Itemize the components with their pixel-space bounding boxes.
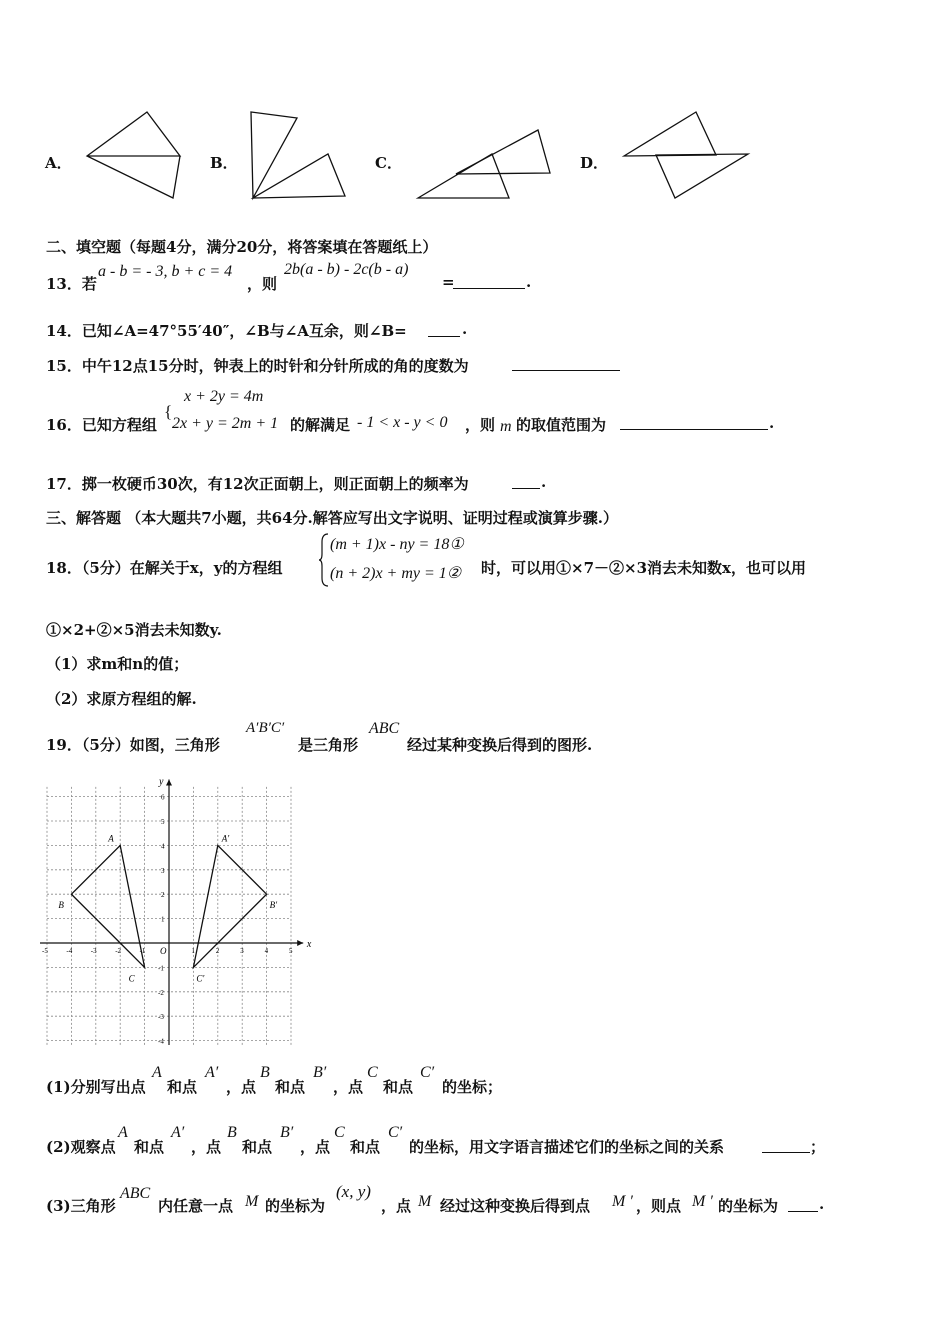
q19-p2-and2: 和点 xyxy=(242,1138,273,1156)
q13-equals: = xyxy=(442,273,455,291)
q19-p2-B-prime: B′ xyxy=(280,1124,294,1141)
q18-number: 18．（5分）在解关于x，y的方程组 xyxy=(46,559,283,577)
q16-inequality: - 1 < x - y < 0 xyxy=(357,414,448,431)
option-d-figure xyxy=(620,106,755,202)
q19-p1-C: C xyxy=(367,1064,378,1081)
q19-p1-c1: ，点 xyxy=(226,1078,257,1096)
q19-number: 19．（5分）如图，三角形 xyxy=(46,736,220,754)
y-tick-label: -4 xyxy=(158,1037,164,1045)
q16-variable: m xyxy=(500,418,512,435)
y-tick-label: -2 xyxy=(158,988,164,997)
q19-triangle: ABC xyxy=(369,720,400,737)
q19-p3-answer-blank[interactable] xyxy=(788,1197,818,1212)
q19-p2-C-prime: C′ xyxy=(388,1124,403,1141)
q19-p1-A-prime: A′ xyxy=(205,1064,219,1081)
q19-p1-C-prime: C′ xyxy=(420,1064,435,1081)
q19-p2-A: A xyxy=(118,1124,128,1141)
q13-answer-blank[interactable] xyxy=(453,274,525,289)
q18-sub1: （1）求m和n的值； xyxy=(46,655,189,673)
origin-label: O xyxy=(160,946,167,956)
q18-line2: ①×2+②×5消去未知数y. xyxy=(46,621,222,639)
q18-tail: 时，可以用①×7－②×3消去未知数x，也可以用 xyxy=(481,559,806,577)
q19-p2-B: B xyxy=(227,1124,237,1141)
y-tick-label: -1 xyxy=(158,964,164,973)
q14-text: 14．已知∠A=47°55′40″，∠B与∠A互余，则∠B= xyxy=(46,322,407,340)
section2-heading: 二、填空题（每题4分，满分20分，将答案填在答题纸上） xyxy=(46,238,438,256)
q19-p3-tail: 的坐标为 xyxy=(718,1197,779,1215)
y-tick-label: 5 xyxy=(161,818,165,826)
q16-brace: { xyxy=(164,402,173,421)
q19-p1-c2: ，点 xyxy=(333,1078,364,1096)
q19-p2-and1: 和点 xyxy=(134,1138,165,1156)
y-axis-label: y xyxy=(159,776,164,788)
q19-p1-A: A xyxy=(152,1064,162,1081)
x-tick-label: -5 xyxy=(42,947,48,955)
q19-triangle-prime: A′B′C′ xyxy=(246,720,285,736)
q19-p3-mid2: 的坐标为 xyxy=(265,1197,326,1215)
q19-p3-M-prime: M ′ xyxy=(612,1193,633,1210)
q19-p1-and3: 和点 xyxy=(383,1078,414,1096)
option-b-label: B． xyxy=(210,154,238,172)
q16-end: . xyxy=(769,414,775,432)
q19-p1-tail: 的坐标； xyxy=(442,1078,503,1096)
point-label-C: C xyxy=(128,973,135,984)
q19-p1-B-prime: B′ xyxy=(313,1064,327,1081)
q19-p3-mid1: 内任意一点 xyxy=(158,1197,234,1215)
q14-answer-blank[interactable] xyxy=(428,322,460,337)
q19-p2-tail: 的坐标，用文字语言描述它们的坐标之间的关系 xyxy=(409,1138,725,1156)
x-tick-label: -3 xyxy=(90,947,97,955)
q19-p2-c2: ，点 xyxy=(300,1138,331,1156)
option-c-label: C． xyxy=(375,154,402,172)
y-tick-label: 4 xyxy=(161,842,165,851)
q15-text: 15．中午12点15分时，钟表上的时针和分针所成的角的度数为 xyxy=(46,357,469,375)
q19-p1-and1: 和点 xyxy=(167,1078,198,1096)
point-label-A: A xyxy=(108,833,114,844)
q19-p3-M-prime-2: M ′ xyxy=(692,1193,713,1210)
q19-p3-pre: (3)三角形 xyxy=(46,1197,116,1215)
y-tick-label: 2 xyxy=(161,891,165,900)
q19-p3-M: M xyxy=(245,1193,259,1210)
y-tick-label: 3 xyxy=(161,866,165,875)
q18-eq2: (n + 2)x + my = 1② xyxy=(330,565,462,582)
q13-expression: 2b(a - b) - 2c(b - a) xyxy=(284,261,409,278)
q19-p3-mid4: 经过这种变换后得到点 xyxy=(440,1197,591,1215)
point-label-C-prime: C' xyxy=(196,973,205,984)
q14-end: . xyxy=(462,320,468,338)
q19-p2-c1: ，点 xyxy=(191,1138,222,1156)
q16-tail: 的取值范围为 xyxy=(516,416,607,434)
q16-eq1: x + 2y = 4m xyxy=(184,388,264,405)
q19-p1-B: B xyxy=(260,1064,270,1081)
q19-p2-answer-blank[interactable] xyxy=(762,1138,810,1153)
y-tick-label: 6 xyxy=(161,793,165,802)
option-c-figure xyxy=(414,126,556,202)
x-tick-label: -1 xyxy=(139,947,146,955)
x-axis-label: x xyxy=(306,939,312,950)
q19-mid: 是三角形 xyxy=(298,736,359,754)
q17-end: . xyxy=(541,473,547,491)
q19-p3-coordinate: (x, y) xyxy=(336,1182,371,1201)
q17-answer-blank[interactable] xyxy=(512,474,540,489)
x-tick-label: 1 xyxy=(191,947,195,955)
x-tick-label: -2 xyxy=(115,947,122,955)
q13-then: ，则 xyxy=(247,275,278,293)
q18-left-brace xyxy=(318,532,330,588)
section3-heading: 三、解答题 （本大题共7小题，共64分.解答应写出文字说明、证明过程或演算步骤.） xyxy=(46,509,618,527)
y-tick-label: 1 xyxy=(161,915,165,924)
point-label-B-prime: B' xyxy=(269,900,278,911)
q19-p3-end: . xyxy=(819,1195,825,1213)
q19-p3-mid3: ，点 xyxy=(381,1197,412,1215)
q16-mid: 的解满足 xyxy=(290,416,351,434)
q19-p2-end: ； xyxy=(810,1138,826,1156)
q19-p2-A-prime: A′ xyxy=(171,1124,185,1141)
q19-p3-mid5: ，则点 xyxy=(636,1197,682,1215)
triangle-abc xyxy=(71,845,144,967)
triangle-a-prime-b-prime-c-prime xyxy=(193,845,266,967)
q19-p1-pre: (1)分别写出点 xyxy=(46,1078,146,1096)
point-label-A-prime: A' xyxy=(221,833,230,844)
x-tick-label: -4 xyxy=(66,947,73,955)
x-tick-label: 2 xyxy=(215,947,220,955)
q19-p1-and2: 和点 xyxy=(275,1078,306,1096)
q19-p2-pre: (2)观察点 xyxy=(46,1138,116,1156)
q16-then: ，则 xyxy=(465,416,496,434)
q18-sub2: （2）求原方程组的解. xyxy=(46,690,197,708)
q19-p2-and3: 和点 xyxy=(350,1138,381,1156)
x-tick-label: 3 xyxy=(240,947,244,955)
q13-end: . xyxy=(526,273,532,291)
q18-eq1: (m + 1)x - ny = 18① xyxy=(330,536,464,553)
option-d-label: D． xyxy=(580,154,609,172)
q15-answer-blank[interactable] xyxy=(512,356,620,371)
option-b-figure xyxy=(248,108,350,203)
x-tick-label: 4 xyxy=(264,947,269,955)
q19-p2-C: C xyxy=(334,1124,345,1141)
q19-tail: 经过某种变换后得到的图形. xyxy=(407,736,593,754)
q16-answer-blank[interactable] xyxy=(620,415,768,430)
x-tick-label: 5 xyxy=(289,947,293,955)
point-label-B: B xyxy=(58,900,64,911)
option-a-label: A． xyxy=(45,154,72,172)
q17-text: 17．掷一枚硬币30次，有12次正面朝上，则正面朝上的频率为 xyxy=(46,475,469,493)
q19-p3-M2: M xyxy=(418,1193,432,1210)
q19-p3-triangle: ABC xyxy=(120,1185,151,1202)
option-a-figure xyxy=(85,110,185,205)
y-tick-label: -3 xyxy=(158,1013,164,1022)
q13-condition: a - b = - 3, b + c = 4 xyxy=(98,263,233,280)
q16-eq2: 2x + y = 2m + 1 xyxy=(172,415,279,432)
q13-number: 13．若 xyxy=(46,275,97,293)
x-axis-arrow xyxy=(297,940,303,946)
y-axis-arrow xyxy=(166,780,172,786)
coordinate-graph xyxy=(40,775,320,1045)
q16-number: 16．已知方程组 xyxy=(46,416,157,434)
